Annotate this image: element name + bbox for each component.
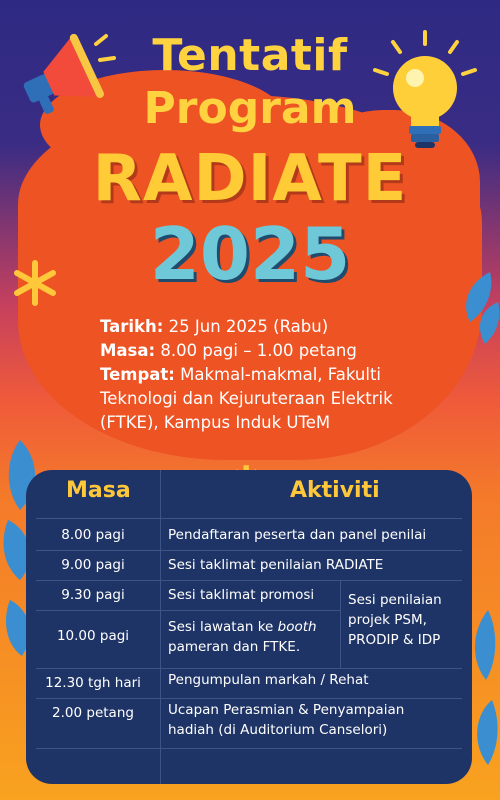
schedule-table (26, 470, 472, 784)
date-line (100, 315, 490, 339)
activity-text: Sesi lawatan ke (168, 619, 278, 635)
title-year: 2025 (149, 212, 351, 296)
column-divider-merged (340, 580, 341, 668)
row-time: 9.00 pagi (61, 557, 125, 573)
row-divider (36, 698, 462, 699)
time-value: 8.00 pagi – 1.00 petang (160, 341, 357, 360)
row-time: 12.30 tgh hari (45, 675, 141, 691)
note-line: Sesi penilaian (348, 592, 442, 608)
title-radiate: RADIATE (92, 142, 408, 216)
time-label: Masa: (100, 341, 156, 360)
row-divider (36, 748, 462, 749)
date-label: Tarikh: (100, 317, 164, 336)
place-label: Tempat: (100, 365, 175, 384)
row-time: 2.00 petang (52, 705, 134, 721)
row-activity: Sesi taklimat penilaian RADIATE (168, 557, 384, 573)
event-info (100, 315, 490, 435)
row-time: 10.00 pagi (56, 628, 130, 644)
row-time: 9.30 pagi (61, 587, 125, 603)
activity-text: hadiah (di Auditorium Canselori) (168, 722, 388, 738)
row-activity: Pendaftaran peserta dan panel penilai (168, 527, 427, 543)
merged-activity-note (348, 590, 442, 650)
note-line: projek PSM, (348, 612, 427, 628)
activity-emphasis: booth (277, 619, 317, 635)
title-line-1: Tentatif (152, 30, 348, 81)
row-divider (36, 580, 462, 581)
place-value: Makmal-makmal, Fakulti (180, 365, 381, 384)
header-aktiviti: Aktiviti (290, 478, 380, 503)
activity-text: Ucapan Perasmian & Penyampaian (168, 702, 405, 718)
time-line (100, 339, 490, 363)
row-time: 8.00 pagi (61, 527, 125, 543)
row-activity (168, 700, 404, 740)
note-line: PRODIP & IDP (348, 632, 441, 648)
activity-text: pameran dan FTKE. (168, 639, 301, 655)
header-masa: Masa (66, 478, 131, 503)
row-activity: Sesi taklimat promosi (168, 587, 315, 603)
row-divider (36, 668, 462, 669)
row-divider (36, 610, 340, 611)
row-activity: Pengumpulan markah / Rehat (168, 672, 369, 688)
date-value: 25 Jun 2025 (Rabu) (168, 317, 329, 336)
place-line-2: Teknologi dan Kejuruteraan Elektrik (100, 389, 393, 408)
place-line-3: (FTKE), Kampus Induk UTeM (100, 413, 331, 432)
title-line-2: Program (143, 83, 357, 134)
row-divider (36, 518, 462, 519)
place-line (100, 363, 490, 387)
row-activity (168, 617, 317, 657)
row-divider (36, 550, 462, 551)
